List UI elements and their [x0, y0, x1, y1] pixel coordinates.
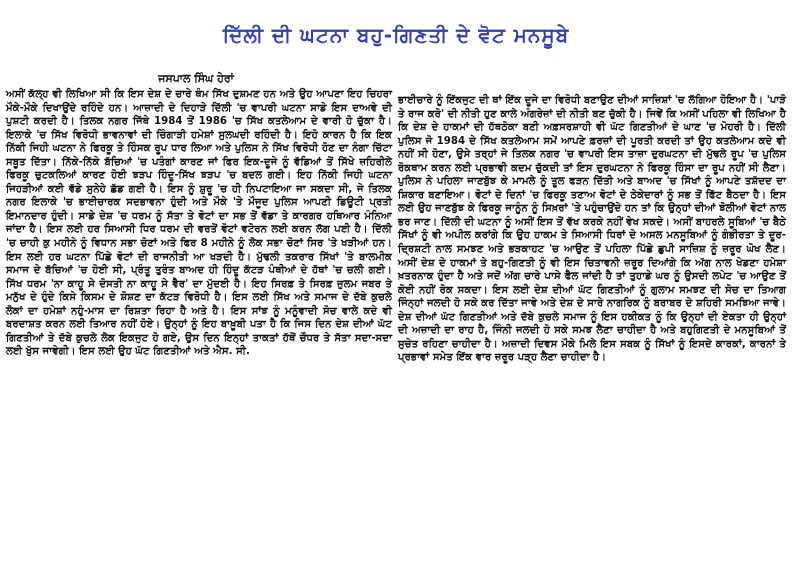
article-column-right — [398, 94, 786, 365]
article-text-left: ਅਸੀਂ ਕੱਲ੍ਹ ਵੀ ਲਿਖਿਆ ਸੀ ਕਿ ਇਸ ਦੇਸ਼ ਦੇ ਚਾਰੇ ਥੰਮ ਸਿੱਖ ਦੁਸ਼ਮਣ ਹਨ ਅਤੇ ਉਹ ਆਪਣਾ ਇਹ ਚਿਹਰਾ ਮੌਕੇ-ਮੌਕੇ ਦਿਖਾਉਂਦੇ ਰਹਿੰਦੇ ਹਨ। ਆਜ਼ਾਦੀ ਦੇ ਦਿਹਾੜੇ ਦਿੱਲੀ 'ਚ ਵਾਪਰੀ ਘਟਨਾ ਸਾਡੇ ਇਸ ਦਾਅਵੇ ਦੀ ਪੁਸ਼ਟੀ ਕਰਦੀ ਹੈ। ਤਿਲਕ ਨਗਰ ਜਿੱਥੇ 1984 ਤੋਂ 1986 'ਚ ਸਿੱਖ ਕਤਲੇਆਮ ਦੇ ਵਾਰੀ ਹੋ ਚੁੱਕਾ ਹੈ। ਇਲਾਕੇ 'ਚ ਸਿੱਖ ਵਿਰੋਧੀ ਭਾਵਨਾਵਾਂ ਦੀ ਚਿੰਗਾੜੀ ਹਮੇਸ਼ਾਂ ਸੁਲਘਦੀ ਰਹਿੰਦੀ ਹੈ। ਇਹੋ ਕਾਰਨ ਹੈ ਕਿ ਇਕ ਨਿੱਕੀ ਜਿਹੀ ਘਟਨਾ ਨੇ ਫਿਰਕੂ ਤੇ ਹਿੰਸਕ ਰੂਪ ਧਾਰ ਲਿਆ ਅਤੇ ਪੁਲਿਸ ਨੇ ਸਿੱਖ ਵਿਰੋਧੀ ਹੋਣ ਦਾ ਨੰਗਾ ਚਿੱਟਾ ਸਬੂਤ ਦਿੱਤਾ। ਨਿੱਕੇ-ਨਿੱਕੇ ਬੱਚਿਆਂ 'ਚ ਪਤੰਗਾਂ ਕਾਰਣ ਜਾਂ ਫਿਰ ਇਕ-ਦੂਜੇ ਨੂੰ ਵੱਡਿਆਂ ਤੋਂ ਸਿੱਖੇ ਜ਼ਹਿਰੀਲੇ ਫਿਰਕੂ ਚੁਟਕਲਿਆਂ ਕਾਰਣ ਹੋਈ ਝੜਪ ਹਿੰਦੂ-ਸਿੱਖ ਝੜਪ 'ਚ ਬਦਲ ਗਈ। ਇਹ ਨਿੱਕੀ ਜਿਹੀ ਘਟਨਾ ਜਿਹੜੀਆਂ ਕਈ ਵੱਡੇ ਸੁਨੇਹੇ ਛੱਡ ਗਈ ਹੈ। ਇਸ ਨੂੰ ਸ਼ੁਰੂ 'ਚ ਹੀ ਨਿਪਟਾਇਆ ਜਾ ਸਕਦਾ ਸੀ, ਜੇ ਤਿਲਕ ਨਗਰ ਇਲਾਕੇ 'ਚ ਭਾਈਚਾਰਕ ਸਦਭਾਵਨਾ ਹੁੰਦੀ ਅਤੇ ਮੌਕੇ 'ਤੇ ਮੌਜੂਦ ਪੁਲਿਸ ਆਪਣੀ ਡਿਊਟੀ ਪ੍ਰਤੀ ਇਮਾਨਦਾਰ ਹੁੰਦੀ। ਸਾਡੇ ਦੇਸ਼ 'ਚ ਧਰਮ ਨੂੰ ਸੱਤਾ ਤੇ ਵੋਟਾਂ ਦਾ ਸਭ ਤੋਂ ਵੱਡਾ ਤੇ ਕਾਰਗਰ ਹਥਿਆਰ ਮੰਨਿਆ ਜਾਂਦਾ ਹੈ। ਇਸ ਲਈ ਹਰ ਸਿਆਸੀ ਧਿਰ ਧਰਮ ਦੀ ਵਰਤੋਂ ਵੋਟਾਂ ਵਟੋਰਨ ਲਈ ਕਰਨ ਲੱਗ ਪਈ ਹੈ। ਦਿੱਲੀ 'ਚ ਚਾਹੀ ਕੁ ਮਹੀਨੇ ਨੂੰ ਵਿਧਾਨ ਸਭਾ ਚੋਣਾਂ ਅਤੇ ਫਿਰ 8 ਮਹੀਨੇ ਨੂੰ ਲੋਕ ਸਭਾ ਚੋਣਾਂ ਸਿਰ 'ਤੇ ਖੜੀਆਂ ਹਨ। ਇਸ ਲਈ ਹਰ ਘਟਨਾ ਪਿੱਛੇ ਵੋਟਾਂ ਦੀ ਰਾਜਨੀਤੀ ਆ ਖੜਦੀ ਹੈ। ਮੁੱਢਲੀ ਤਕਰਾਰ ਸਿੱਖਾਂ 'ਤੇ ਬਾਲਮੀਕ ਸਮਾਜ ਦੇ ਬੱਚਿਆਂ 'ਚ ਹੋਈ ਸੀ, ਪ੍ਰੰਤੂ ਤੁਰੰਤ ਬਾਅਦ ਹੀ ਹਿੰਦੂ ਕੱਟੜ ਪੰਥੀਆਂ ਦੇ ਹੱਥਾਂ 'ਚ ਚਲੀ ਗਈ। ਸਿੱਖ ਧਰਮ 'ਨਾ ਕਾਹੂ ਸੇ ਦੋਸਤੀ ਨਾ ਕਾਹੂ ਸੇ ਵੈਰ' ਦਾ ਮੁੱਦਈ ਹੈ। ਇਹ ਸਿਰਫ਼ ਤੇ ਸਿਰਫ਼ ਜ਼ੁਲਮ ਜਬਰ ਤੇ ਮਨੁੱਖ ਦੇ ਹੁੰਦੇ ਕਿਸੇ ਕਿਸਮ ਦੇ ਸ਼ੋਸ਼ਣ ਦਾ ਕੱਟੜ ਵਿਰੋਧੀ ਹੈ। ਇਸ ਲਈ ਸਿੱਖ ਅਤੇ ਸਮਾਜ ਦੇ ਦੱਬੇ ਕੁਚਲੇ ਲੋਕਾਂ ਦਾ ਹਮੇਸ਼ਾਂ ਨਹੁੰ-ਮਾਸ ਦਾ ਰਿਸ਼ਤਾ ਰਿਹਾ ਹੈ ਅਤੇ ਹੈ। ਇਸ ਸਾਂਝ ਨੂੰ ਮਨੂੰਵਾਦੀ ਸੋਚ ਵਾਲੇ ਕਦੇ ਵੀ ਬਰਦਾਸ਼ਤ ਕਰਨ ਲਈ ਤਿਆਰ ਨਹੀਂ ਹੋਏ। ਉਨ੍ਹਾਂ ਨੂੰ ਇਹ ਬਾਖ਼ੂਬੀ ਪਤਾ ਹੈ ਕਿ ਜਿਸ ਦਿਨ ਦੇਸ਼ ਦੀਆਂ ਘੱਟ ਗਿਣਤੀਆਂ ਤੇ ਦੱਬੇ ਕੁਚਲੇ ਲੋਕ ਇਕਜੁਟ ਹੋ ਗਏ, ਉਸ ਦਿਨ ਇਨ੍ਹਾਂ ਤਾਕਤਾਂ ਹੱਥੋਂ ਚੌਧਰ ਤੇ ਸੱਤਾ ਸਦਾ-ਸਦਾ ਲਈ ਖੁੱਸ ਜਾਵੇਗੀ। ਇਸ ਲਈ ਉਹ ਘੱਟ ਗਿਣਤੀਆਂ ਅਤੇ ਐਸ. ਸੀ. — [6, 89, 392, 358]
article-column-left — [6, 88, 392, 359]
article-text-right: ਭਾਈਚਾਰੇ ਨੂੰ ਇੱਕਜੁਟ ਦੀ ਥਾਂ ਇੱਕ ਦੂਜੇ ਦਾ ਵਿਰੋਧੀ ਬਣਾਉਣ ਦੀਆਂ ਸਾਜ਼ਿਸ਼ਾਂ 'ਚ ਲੱਗਿਆ ਹੋਇਆ ਹੈ। 'ਪਾੜੋ ਤੇ ਰਾਜ ਕਰੋ' ਦੀ ਨੀਤੀ ਹੁਣ ਕਾਲੇ ਅੰਗਰੇਜ਼ਾਂ ਦੀ ਨੀਤੀ ਬਣ ਚੁੱਕੀ ਹੈ। ਜਿਵੇਂ ਕਿ ਅਸੀਂ ਪਹਿਲਾ ਵੀ ਲਿਖਿਆ ਹੈ ਕਿ ਦੇਸ਼ ਦੇ ਹਾਕਮਾਂ ਦੀ ਹੱਥਠੋਕਾ ਬਣੀ ਅਫ਼ਸਰਸ਼ਾਹੀ ਵੀ ਘੱਟ ਗਿਣਤੀਆਂ ਦੇ ਘਾਣ 'ਚ ਮੋਹਰੀ ਹੈ। ਦਿੱਲੀ ਪੁਲਿਸ ਜੋ 1984 ਦੇ ਸਿੱਖ ਕਤਲੇਆਮ ਸਮੇਂ ਆਪਣੇ ਫ਼ਰਜ਼ਾਂ ਦੀ ਪੂਰਤੀ ਕਰਦੀ ਤਾਂ ਉਹ ਕਤਲੇਆਮ ਕਦੇ ਵੀ ਨਹੀਂ ਸੀ ਹੋਣਾ, ਉਸੇ ਤਰ੍ਹਾਂ ਜੇ ਤਿਲਕ ਨਗਰ 'ਚ ਵਾਪਰੀ ਇਸ ਤਾਜ਼ਾ ਦੁਰਘਟਨਾ ਦੀ ਮੁੱਢਲੇ ਰੂਪ 'ਚ ਪੁਲਿਸ ਰੋਕਥਾਮ ਕਰਨ ਲਈ ਪ੍ਰਭਾਵੀ ਕਦਮ ਚੁੱਕਦੀ ਤਾਂ ਇਸ ਦੁਰਘਟਨਾ ਨੇ ਫਿਰਕੂ ਹਿੰਸਾ ਦਾ ਰੂਪ ਨਹੀਂ ਸੀ ਲੈਣਾ। ਪੁਲਿਸ ਨੇ ਪਹਿਲਾ ਜਾਣਬੁੱਝ ਕੇ ਮਾਮਲੇ ਨੂੰ ਤੂਲ ਫੜਨ ਦਿੱਤੀ ਅਤੇ ਬਾਅਦ 'ਚ ਸਿੱਖਾਂ ਨੂੰ ਆਪਣੇ ਤਸ਼ੱਦਦ ਦਾ ਸ਼ਿਕਾਰ ਬਣਾਇਆ। ਵੋਟਾਂ ਦੇ ਦਿਨਾਂ 'ਚ ਫਿਰਕੂ ਤਣਾਅ ਵੋਟਾਂ ਦੇ ਠੇਕੇਦਾਰਾਂ ਨੂੰ ਸਭ ਤੋਂ ਫਿੱਟ ਬੈਠਦਾ ਹੈ। ਇਸ ਲਈ ਉਹ ਜਾਣਬੁੱਝ ਕੇ ਫਿਰਕੂ ਜਾਨੂੰਨ ਨੂੰ ਸਿਖ਼ਰਾਂ 'ਤੇ ਪਹੁੰਚਾਉਂਦੇ ਹਨ ਤਾਂ ਕਿ ਉਨ੍ਹਾਂ ਦੀਆਂ ਝੋਲੀਆਂ ਵੋਟਾਂ ਨਾਲ ਭਰ ਜਾਣ। ਦਿੱਲੀ ਦੀ ਘਟਨਾ ਨੂੰ ਅਸੀਂ ਇਸ ਤੋਂ ਵੱਖ ਕਰਕੇ ਨਹੀਂ ਵੇਖ ਸਕਦੇ। ਅਸੀਂ ਬਾਹਰਲੇ ਸੂਬਿਆਂ 'ਚ ਬੈਠੇ ਸਿੱਖਾਂ ਨੂੰ ਵੀ ਅਪੀਲ ਕਰਾਂਗੇ ਕਿ ਉਹ ਹਾਕਮ ਤੇ ਸਿਆਸੀ ਧਿਰਾਂ ਦੇ ਅਸਲ ਮਨਸੂਬਿਆਂ ਨੂੰ ਗੰਭੀਰਤਾ ਤੇ ਦੂਰ-ਦ੍ਰਿਸ਼ਟੀ ਨਾਲ ਸਮਝਣ ਅਤੇ ਭੜਕਾਹਟ 'ਚ ਆਉਣ ਤੋਂ ਪਹਿਲਾ ਪਿੱਛੇ ਛੁਪੀ ਸਾਜ਼ਿਸ਼ ਨੂੰ ਜ਼ਰੂਰ ਘੋਖ ਲੈਣ। ਅਸੀਂ ਦੇਸ਼ ਦੇ ਹਾਕਮਾਂ ਤੇ ਬਹੁ-ਗਿਣਤੀ ਨੂੰ ਵੀ ਇਸ ਚਿਤਾਵਨੀ ਜ਼ਰੂਰ ਦਿਆਂਗੇ ਕਿ ਅੱਗ ਨਾਲ ਖੇਡਣਾ ਹਮੇਸ਼ਾ ਖ਼ਤਰਨਾਕ ਹੁੰਦਾ ਹੈ ਅਤੇ ਜਦੋਂ ਅੱਗ ਚਾਰੇ ਪਾਸੇ ਫੈਲ ਜਾਂਦੀ ਹੈ ਤਾਂ ਤੁਹਾਡੇ ਘਰ ਨੂੰ ਉਸਦੀ ਲਪੇਟ 'ਚ ਆਉਣ ਤੋਂ ਕੋਈ ਨਹੀਂ ਰੋਕ ਸਕਦਾ। ਇਸ ਲਈ ਦੇਸ਼ ਦੀਆਂ ਘੱਟ ਗਿਣਤੀਆਂ ਨੂੰ ਗੁਲਾਮ ਸਮਝਣ ਦੀ ਸੋਚ ਦਾ ਤਿਆਗ ਜਿੰਨ੍ਹਾਂ ਜਲਦੀ ਹੋ ਸਕੇ ਕਰ ਦਿੱਤਾ ਜਾਵੇ ਅਤੇ ਦੇਸ਼ ਦੇ ਸਾਰੇ ਨਾਗਰਿਕ ਨੂੰ ਬਰਾਬਰ ਦੇ ਸ਼ਹਿਰੀ ਸਮਝਿਆ ਜਾਵੇ। ਦੇਸ਼ ਦੀਆਂ ਘੱਟ ਗਿਣਤੀਆਂ ਅਤੇ ਦੱਬੇ ਕੁਚਲੇ ਸਮਾਜ ਨੂੰ ਇਸ ਹਕੀਕਤ ਨੂੰ ਕਿ ਉਨ੍ਹਾਂ ਦੀ ਏਕਤਾ ਹੀ ਉਨ੍ਹਾਂ ਦੀ ਅਜ਼ਾਦੀ ਦਾ ਰਾਹ ਹੈ, ਜਿੰਨੀ ਜਲਦੀ ਹੋ ਸਕੇ ਸਮਝ ਲੈਣਾ ਚਾਹੀਦਾ ਹੈ ਅਤੇ ਬਹੁਗਿਣਤੀ ਦੇ ਮਨਸੂਬਿਆਂ ਤੋਂ ਸੁਚੇਤ ਰਹਿਣਾ ਚਾਹੀਦਾ ਹੈ। ਅਜ਼ਾਦੀ ਦਿਵਸ ਮੌਕੇ ਮਿਲੇ ਇਸ ਸਬਕ ਨੂੰ ਸਿੱਖਾਂ ਨੂੰ ਇਸਦੇ ਕਾਰਕਾਂ, ਕਾਰਨਾਂ ਤੇ ਪ੍ਰਭਾਵਾਂ ਸਮੇਤ ਇੱਕ ਵਾਰ ਜ਼ਰੂਰ ਪੜ੍ਹ ਲੈਣਾ ਚਾਹੀਦਾ ਹੈ। — [398, 95, 786, 364]
headline: ਦਿੱਲੀ ਦੀ ਘਟਨਾ ਬਹੁ-ਗਿਣਤੀ ਦੇ ਵੋਟ ਮਨਸੂਬੇ — [222, 23, 570, 47]
byline: ਜਸਪਾਲ ਸਿੰਘ ਹੇਰਾਂ — [158, 72, 234, 85]
